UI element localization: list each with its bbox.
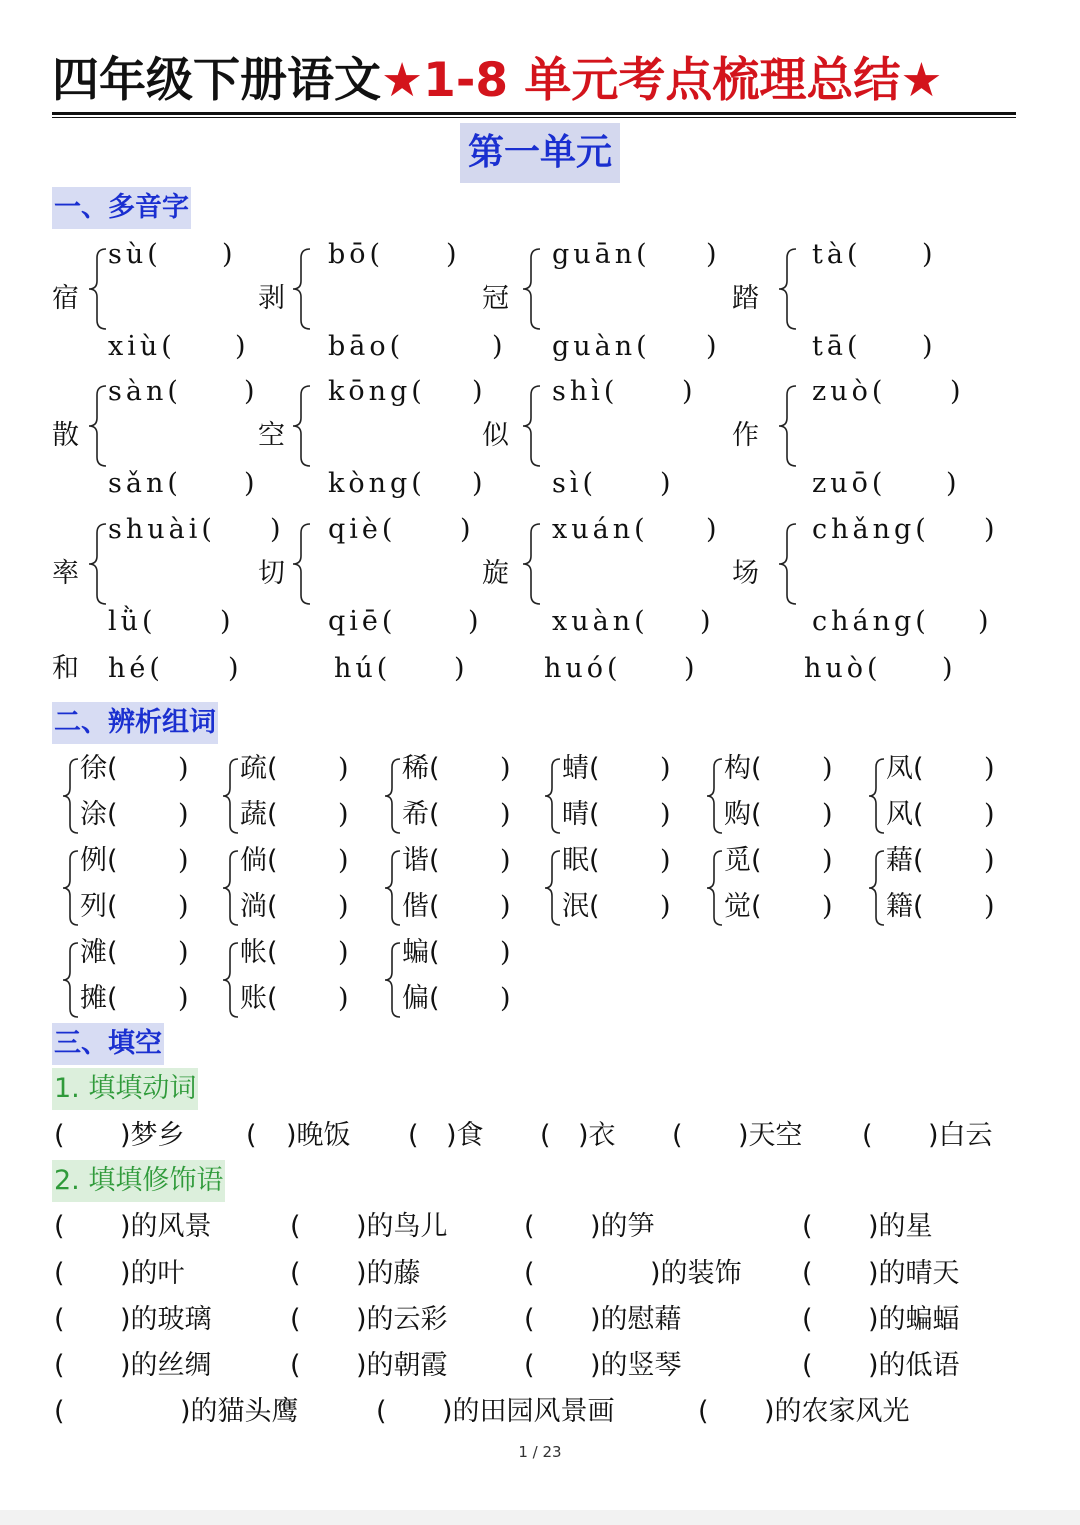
verb-blank-label: )晚饭: [286, 1120, 351, 1151]
blank-close: ): [178, 891, 189, 922]
word-pair-bottom: 账(: [240, 983, 278, 1014]
blank-open: (: [290, 1304, 301, 1335]
pinyin-top: guān(: [552, 239, 651, 270]
word-pair-top: 滩(: [80, 937, 118, 968]
word-pair-bottom: 涂(: [80, 799, 118, 830]
blank-close: ): [500, 753, 511, 784]
blank-open: (: [54, 1350, 65, 1381]
blank-close: ): [984, 891, 995, 922]
blank-close: ): [338, 983, 349, 1014]
brace-icon: [222, 942, 238, 1018]
polyphone-char-he: 和: [52, 653, 79, 684]
pinyin-bottom: sǎn(: [108, 468, 182, 499]
modifier-blank-label: )的慰藉: [590, 1304, 682, 1335]
word-pair-bottom: 偏(: [402, 983, 440, 1014]
modifier-blank-label: )的丝绸: [120, 1350, 212, 1381]
blank-close: ): [684, 653, 695, 684]
word-pair-top: 倘(: [240, 845, 278, 876]
modifier-blank-label: )的朝霞: [356, 1350, 448, 1381]
verb-blank-label: )衣: [578, 1120, 616, 1151]
polyphone-char: 旋: [482, 558, 509, 589]
brace-icon: [384, 758, 400, 834]
pinyin-he: huò(: [804, 653, 882, 684]
word-pair-top: 帐(: [240, 937, 278, 968]
subheading-verbs: 1. 填填动词: [52, 1068, 198, 1110]
blank-close: ): [338, 799, 349, 830]
section-heading-polyphones: 一、多音字: [52, 187, 191, 229]
blank-close: ): [178, 799, 189, 830]
brace-icon: [868, 758, 884, 834]
pinyin-bottom: zuō(: [812, 468, 887, 499]
word-pair-top: 疏(: [240, 753, 278, 784]
subheading-modifiers: 2. 填填修饰语: [52, 1160, 225, 1202]
section-heading-fill-blank: 三、填空: [52, 1023, 164, 1065]
brace-icon: [292, 248, 310, 330]
word-pair-bottom: 偕(: [402, 891, 440, 922]
word-pair-bottom: 籍(: [886, 891, 924, 922]
pinyin-top: bō(: [328, 239, 385, 270]
polyphone-char: 似: [482, 420, 509, 451]
section-heading-word-pairs: 二、辨析组词: [52, 702, 218, 744]
word-pair-top: 凤(: [886, 753, 924, 784]
pinyin-bottom: cháng(: [812, 606, 930, 637]
blank-open: (: [524, 1211, 535, 1242]
blank-close: ): [922, 239, 933, 270]
polyphone-char: 作: [732, 420, 759, 451]
blank-close: ): [178, 753, 189, 784]
blank-close: ): [454, 653, 465, 684]
blank-close: ): [660, 799, 671, 830]
brace-icon: [522, 385, 540, 467]
blank-open: (: [54, 1304, 65, 1335]
blank-close: ): [446, 239, 457, 270]
blank-open: (: [246, 1120, 257, 1151]
brace-icon: [522, 248, 540, 330]
pinyin-bottom: sì(: [552, 468, 598, 499]
brace-icon: [384, 942, 400, 1018]
title-underline-thick: [52, 112, 1016, 115]
blank-close: ): [468, 606, 479, 637]
pinyin-top: tà(: [812, 239, 862, 270]
modifier-blank-label: )的蝙蝠: [868, 1304, 960, 1335]
blank-close: ): [984, 845, 995, 876]
brace-icon: [292, 523, 310, 605]
blank-close: ): [220, 606, 231, 637]
modifier-blank-label: )的低语: [868, 1350, 960, 1381]
word-pair-bottom: 淌(: [240, 891, 278, 922]
blank-close: ): [460, 514, 471, 545]
blank-close: ): [500, 983, 511, 1014]
brace-icon: [88, 248, 106, 330]
blank-close: ): [228, 653, 239, 684]
brace-icon: [706, 850, 722, 926]
blank-close: ): [822, 799, 833, 830]
blank-close: ): [922, 331, 933, 362]
blank-open: (: [524, 1304, 535, 1335]
blank-close: ): [270, 514, 281, 545]
blank-open: (: [54, 1120, 65, 1151]
word-pair-top: 藉(: [886, 845, 924, 876]
blank-close: ): [338, 891, 349, 922]
blank-close: ): [950, 376, 961, 407]
blank-open: (: [698, 1396, 709, 1427]
modifier-blank-label: )的叶: [120, 1258, 185, 1289]
brace-icon: [522, 523, 540, 605]
brace-icon: [62, 758, 78, 834]
title-highlight: ★1-8 单元考点梳理总结★: [381, 53, 943, 108]
pinyin-top: shuài(: [108, 514, 216, 545]
modifier-blank-label: )的星: [868, 1211, 933, 1242]
blank-close: ): [500, 799, 511, 830]
brace-icon: [868, 850, 884, 926]
pinyin-top: shì(: [552, 376, 619, 407]
page-title: [52, 50, 1016, 112]
blank-close: ): [682, 376, 693, 407]
modifier-blank-label: )的风景: [120, 1211, 212, 1242]
word-pair-top: 稀(: [402, 753, 440, 784]
blank-close: ): [984, 799, 995, 830]
blank-close: ): [822, 891, 833, 922]
page-number: 1 / 23: [518, 1443, 562, 1461]
blank-close: ): [984, 514, 995, 545]
brace-icon: [544, 850, 560, 926]
blank-open: (: [290, 1258, 301, 1289]
pinyin-bottom: tā(: [812, 331, 862, 362]
blank-close: ): [338, 937, 349, 968]
polyphone-char: 率: [52, 558, 79, 589]
blank-close: ): [660, 845, 671, 876]
blank-open: (: [408, 1120, 419, 1151]
brace-icon: [222, 850, 238, 926]
blank-open: (: [290, 1211, 301, 1242]
pinyin-bottom: bāo(: [328, 331, 405, 362]
verb-blank-label: )梦乡: [120, 1120, 185, 1151]
blank-close: ): [706, 239, 717, 270]
modifier-blank-label: )的猫头鹰: [180, 1396, 299, 1427]
word-pair-bottom: 泯(: [562, 891, 600, 922]
blank-open: (: [802, 1211, 813, 1242]
blank-open: (: [54, 1258, 65, 1289]
modifier-blank-label: )的装饰: [650, 1258, 742, 1289]
blank-close: ): [235, 331, 246, 362]
modifier-blank-label: )的竖琴: [590, 1350, 682, 1381]
modifier-blank-label: )的鸟儿: [356, 1211, 448, 1242]
word-pair-top: 觅(: [724, 845, 762, 876]
polyphone-char: 空: [258, 420, 285, 451]
blank-open: (: [802, 1304, 813, 1335]
blank-open: (: [862, 1120, 873, 1151]
modifier-blank-label: )的玻璃: [120, 1304, 212, 1335]
brace-icon: [292, 385, 310, 467]
blank-close: ): [178, 937, 189, 968]
blank-close: ): [338, 753, 349, 784]
brace-icon: [88, 385, 106, 467]
word-pair-top: 构(: [724, 753, 762, 784]
blank-open: (: [54, 1396, 65, 1427]
word-pair-bottom: 蔬(: [240, 799, 278, 830]
blank-open: (: [54, 1211, 65, 1242]
unit-heading: 第一单元: [460, 123, 620, 183]
modifier-blank-label: )的农家风光: [764, 1396, 910, 1427]
brace-icon: [384, 850, 400, 926]
modifier-blank-label: )的田园风景画: [442, 1396, 615, 1427]
pinyin-top: kōng(: [328, 376, 426, 407]
blank-open: (: [524, 1350, 535, 1381]
title-underline-thin: [52, 117, 1016, 118]
blank-close: ): [492, 331, 503, 362]
blank-close: ): [706, 514, 717, 545]
blank-close: ): [178, 983, 189, 1014]
brace-icon: [706, 758, 722, 834]
verb-blank-label: )白云: [928, 1120, 993, 1151]
pinyin-top: xuán(: [552, 514, 649, 545]
blank-close: ): [822, 753, 833, 784]
word-pair-top: 例(: [80, 845, 118, 876]
blank-close: ): [338, 845, 349, 876]
blank-close: ): [244, 468, 255, 499]
word-pair-top: 蜻(: [562, 753, 600, 784]
pinyin-bottom: lǜ(: [108, 606, 157, 637]
blank-close: ): [500, 845, 511, 876]
pinyin-top: zuò(: [812, 376, 887, 407]
brace-icon: [544, 758, 560, 834]
word-pair-top: 蝙(: [402, 937, 440, 968]
word-pair-bottom: 觉(: [724, 891, 762, 922]
pinyin-top: chǎng(: [812, 514, 930, 545]
polyphone-char: 宿: [52, 283, 79, 314]
pinyin-he: hé(: [108, 653, 164, 684]
word-pair-bottom: 晴(: [562, 799, 600, 830]
blank-open: (: [290, 1350, 301, 1381]
polyphone-char: 切: [258, 558, 285, 589]
polyphone-char: 踏: [732, 283, 759, 314]
pinyin-top: qiè(: [328, 514, 397, 545]
brace-icon: [88, 523, 106, 605]
blank-close: ): [244, 376, 255, 407]
blank-open: (: [802, 1258, 813, 1289]
pinyin-top: sù(: [108, 239, 162, 270]
pinyin-top: sàn(: [108, 376, 182, 407]
verb-blank-label: )天空: [738, 1120, 803, 1151]
blank-close: ): [222, 239, 233, 270]
polyphone-char: 冠: [482, 283, 509, 314]
pinyin-bottom: qiē(: [328, 606, 397, 637]
word-pair-bottom: 购(: [724, 799, 762, 830]
blank-close: ): [978, 606, 989, 637]
pinyin-bottom: kòng(: [328, 468, 426, 499]
blank-close: ): [946, 468, 957, 499]
blank-close: ): [984, 753, 995, 784]
blank-close: ): [472, 376, 483, 407]
blank-open: (: [524, 1258, 535, 1289]
blank-close: ): [500, 891, 511, 922]
word-pair-bottom: 希(: [402, 799, 440, 830]
polyphone-char: 散: [52, 420, 79, 451]
blank-close: ): [660, 468, 671, 499]
title-main: 四年级下册语文: [52, 53, 381, 108]
blank-close: ): [700, 606, 711, 637]
blank-open: (: [540, 1120, 551, 1151]
brace-icon: [778, 523, 796, 605]
blank-close: ): [178, 845, 189, 876]
modifier-blank-label: )的云彩: [356, 1304, 448, 1335]
brace-icon: [778, 248, 796, 330]
blank-open: (: [376, 1396, 387, 1427]
blank-close: ): [942, 653, 953, 684]
word-pair-top: 谐(: [402, 845, 440, 876]
brace-icon: [62, 850, 78, 926]
blank-close: ): [822, 845, 833, 876]
blank-open: (: [802, 1350, 813, 1381]
modifier-blank-label: )的笋: [590, 1211, 655, 1242]
modifier-blank-label: )的晴天: [868, 1258, 960, 1289]
blank-close: ): [706, 331, 717, 362]
word-pair-top: 眠(: [562, 845, 600, 876]
brace-icon: [222, 758, 238, 834]
word-pair-bottom: 风(: [886, 799, 924, 830]
pinyin-he: hú(: [334, 653, 392, 684]
blank-close: ): [660, 753, 671, 784]
polyphone-char: 剥: [258, 283, 285, 314]
blank-open: (: [672, 1120, 683, 1151]
pinyin-bottom: guàn(: [552, 331, 651, 362]
verb-blank-label: )食: [446, 1120, 484, 1151]
brace-icon: [778, 385, 796, 467]
modifier-blank-label: )的藤: [356, 1258, 421, 1289]
pinyin-he: huó(: [544, 653, 622, 684]
pinyin-bottom: xuàn(: [552, 606, 649, 637]
polyphone-char: 场: [732, 558, 759, 589]
word-pair-top: 徐(: [80, 753, 118, 784]
blank-close: ): [500, 937, 511, 968]
word-pair-bottom: 列(: [80, 891, 118, 922]
pinyin-bottom: xiù(: [108, 331, 176, 362]
brace-icon: [62, 942, 78, 1018]
blank-close: ): [472, 468, 483, 499]
word-pair-bottom: 摊(: [80, 983, 118, 1014]
blank-close: ): [660, 891, 671, 922]
